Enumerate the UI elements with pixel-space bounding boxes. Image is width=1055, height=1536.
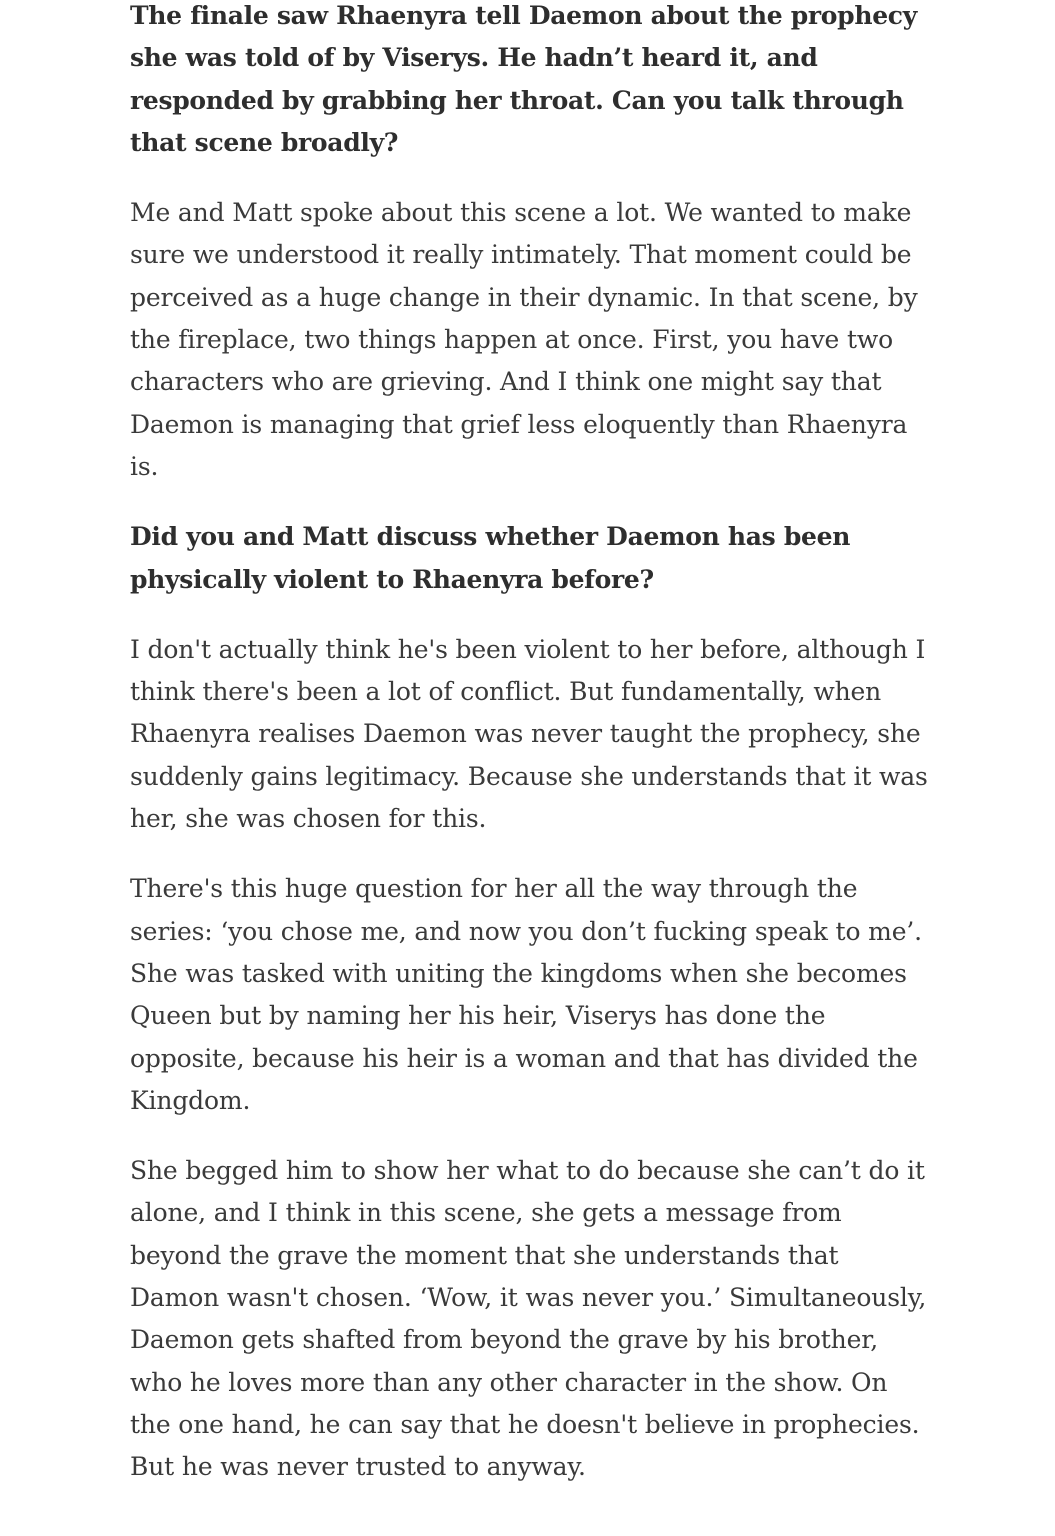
interview-question-1: The finale saw Rhaenyra tell Daemon about the prophecy she was told of by Viserys. He hadn’t heard it, and responded by grabbing her throat. Can you talk through that scene broadly?	[130, 1, 917, 157]
interview-answer-3: There's this huge question for her all the way through the series: ‘you chose me, and now you don’t fucking speak to me’. She was tasked with uniting the kingdoms when she becomes Queen but by naming her his heir, Viserys has done the opposite, because his heir is a woman and that has divided the Kingdom.	[130, 874, 922, 1115]
interview-answer-4: She begged him to show her what to do because she can’t do it alone, and I think in this scene, she gets a message from beyond the grave the moment that she understands that Damon wasn't chosen. ‘Wow, it was never you.’ Simultaneously, Daemon gets shafted from beyond the grave by his brother, who he loves more than any other character in the show. On the one hand, he can say that he doesn't believe in prophecies. But he was never trusted to anyway.	[130, 1156, 927, 1482]
interview-answer-1: Me and Matt spoke about this scene a lot. We wanted to make sure we understood it really intimately. That moment could be perceived as a huge change in their dynamic. In that scene, by the fireplace, two things happen at once. First, you have two characters who are grieving. And I think one might say that Daemon is managing that grief less eloquently than Rhaenyra is.	[130, 198, 918, 481]
interview-question-2: Did you and Matt discuss whether Daemon has been physically violent to Rhaenyra before?	[130, 522, 851, 594]
article-body	[130, 0, 930, 1517]
interview-answer-2: I don't actually think he's been violent to her before, although I think there's been a lot of conflict. But fundamentally, when Rhaenyra realises Daemon was never taught the prophecy, she suddenly gains legitimacy. Because she understands that it was her, she was chosen for this.	[130, 634, 928, 834]
